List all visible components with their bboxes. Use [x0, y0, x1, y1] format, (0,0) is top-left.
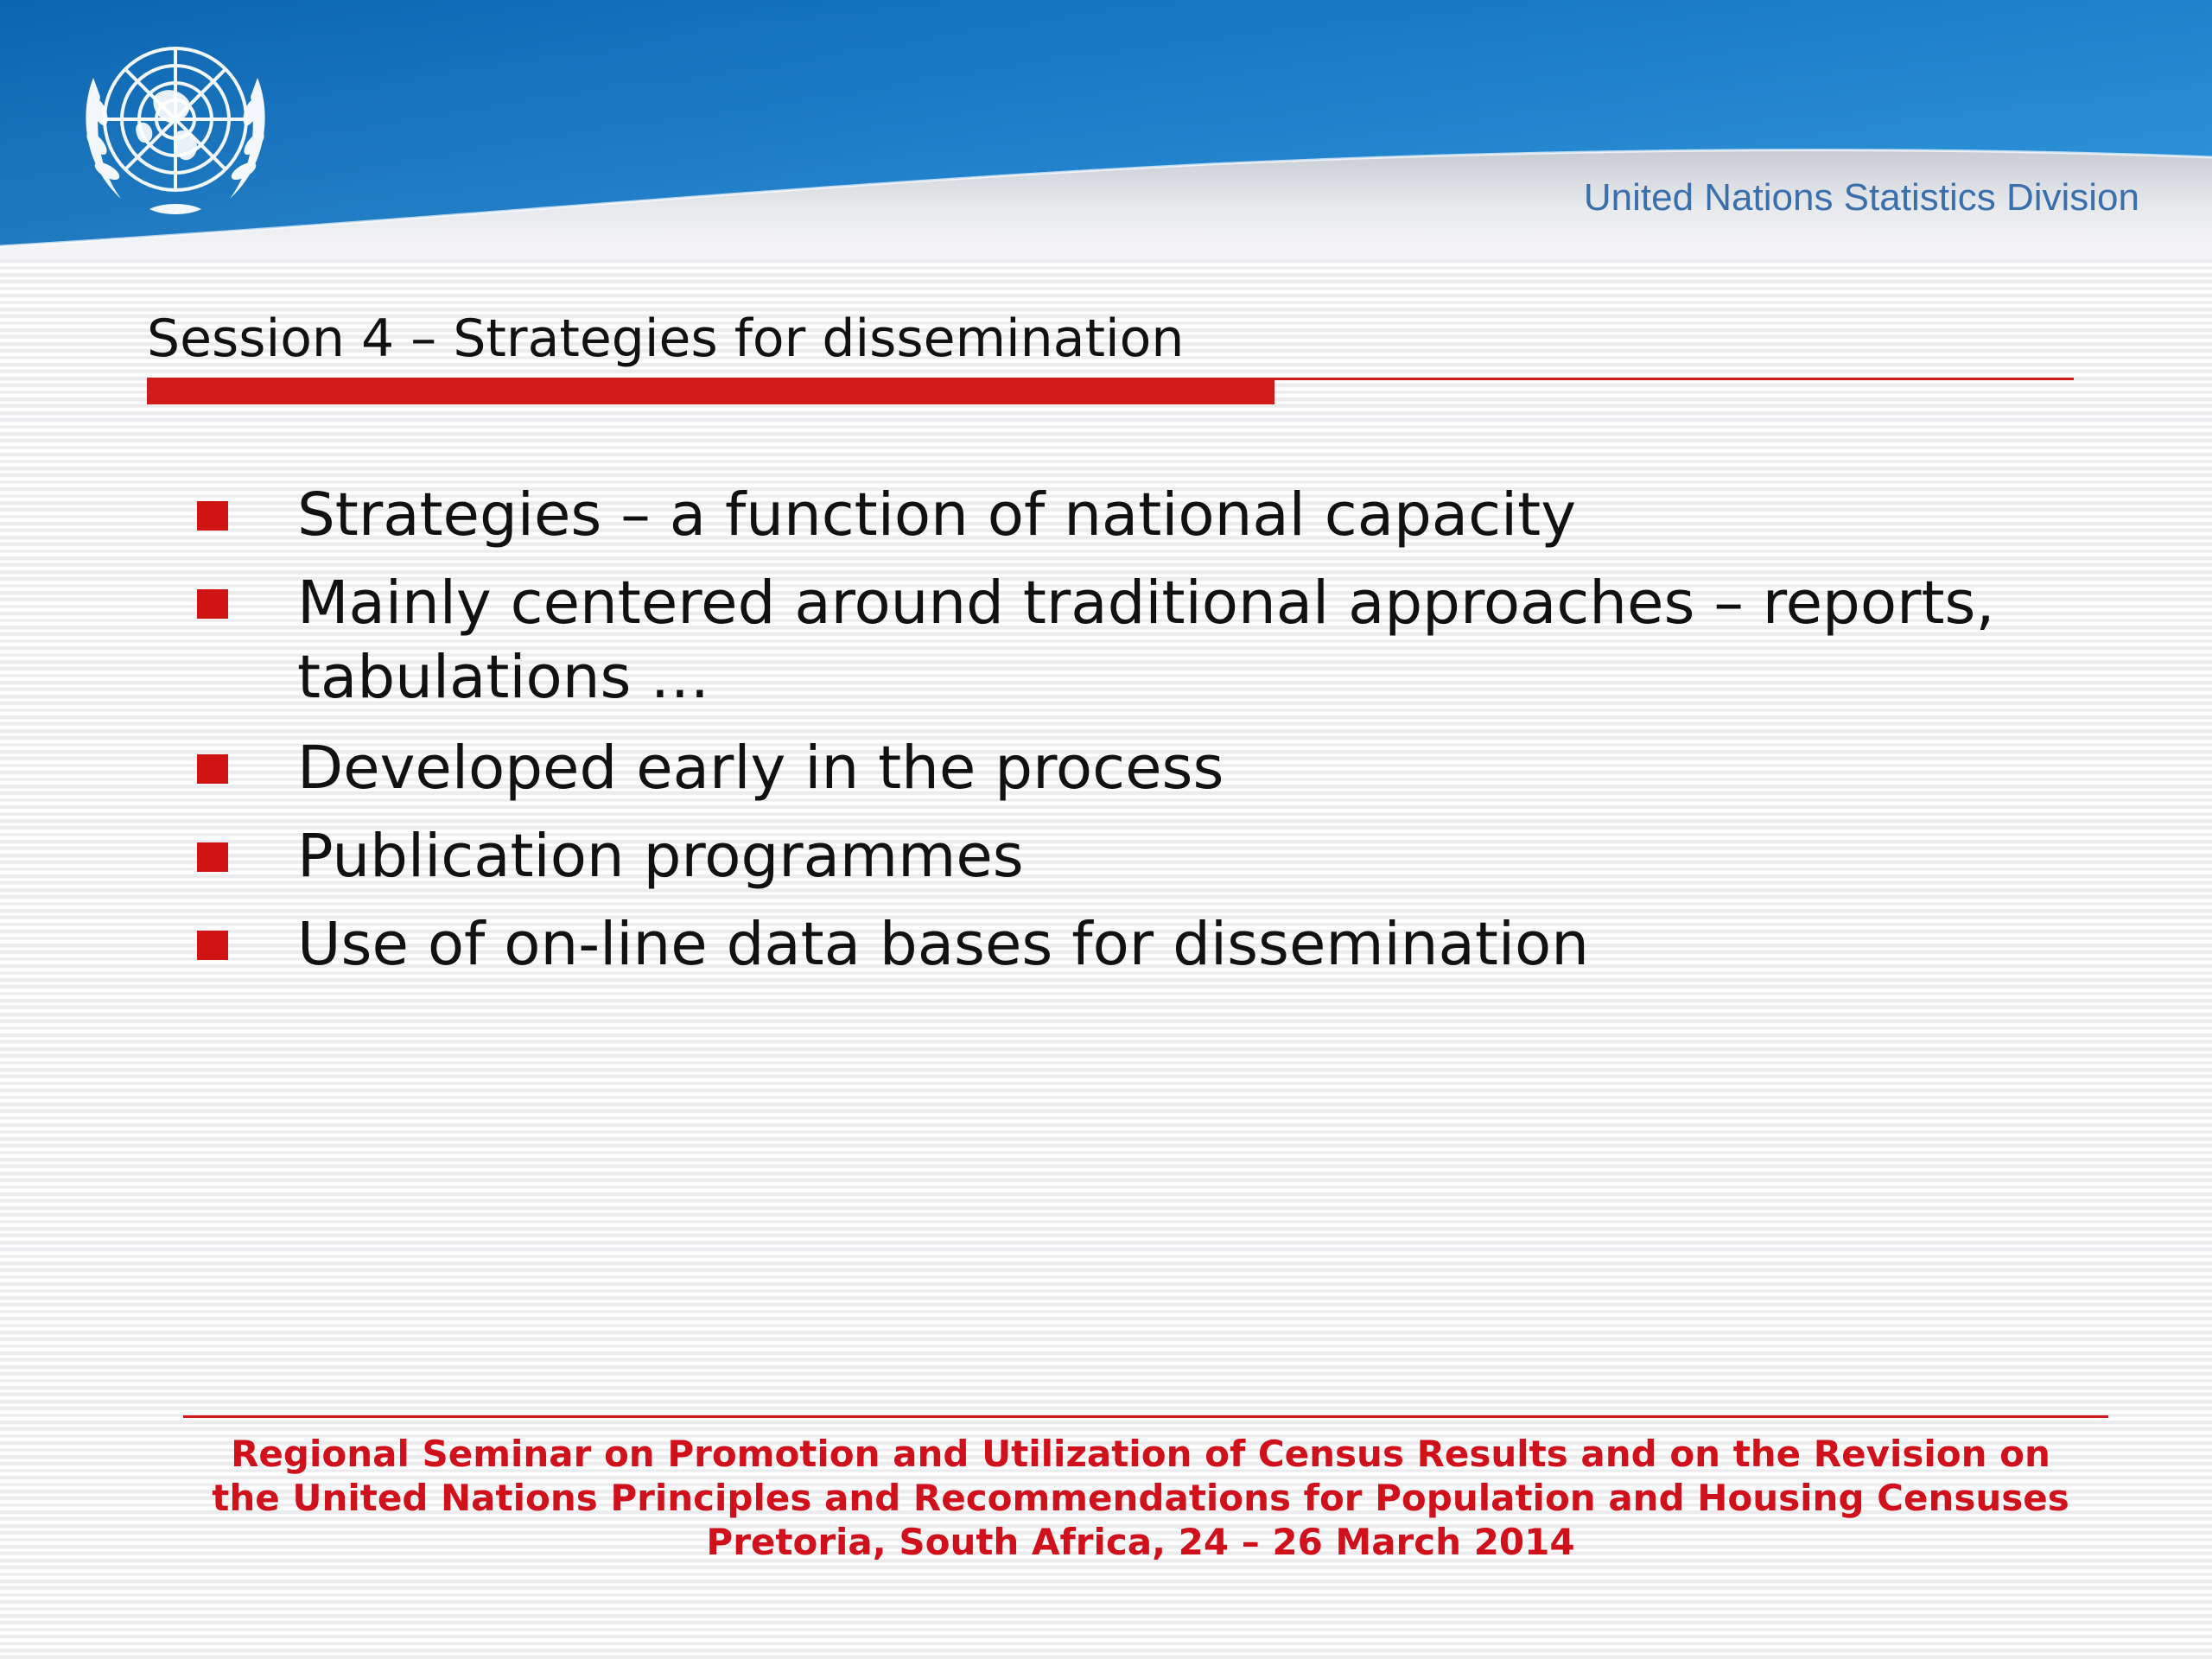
bullet-text: Mainly centered around traditional approaches – reports, tabulations … [297, 569, 1995, 712]
bullet-text: Publication programmes [297, 822, 1024, 891]
footer-text [0, 1432, 2212, 1564]
footer-divider [183, 1415, 2108, 1418]
slide-title: Session 4 – Strategies for dissemination [147, 308, 1185, 369]
organization-name: United Nations Statistics Division [1583, 176, 2139, 219]
square-bullet-icon [197, 842, 228, 872]
header-background [0, 0, 2212, 259]
header-banner [0, 0, 2212, 259]
footer-line-2: the United Nations Principles and Recommendations for Population and Housing Censuses [212, 1477, 2069, 1519]
bullet-text: Developed early in the process [297, 734, 1224, 803]
un-emblem-icon [67, 26, 283, 225]
square-bullet-icon [197, 589, 228, 619]
footer-line-3: Pretoria, South Africa, 24 – 26 March 2014 [706, 1521, 1575, 1563]
bullet-text: Use of on-line data bases for dissemination [297, 910, 1589, 979]
square-bullet-icon [197, 931, 228, 960]
square-bullet-icon [197, 754, 228, 784]
bullet-text: Strategies – a function of national capacity [297, 480, 1577, 550]
footer-line-1: Regional Seminar on Promotion and Utilization of Census Results and on the Revision on [231, 1433, 2050, 1475]
title-underline-accent [147, 380, 1274, 404]
square-bullet-icon [197, 501, 228, 531]
